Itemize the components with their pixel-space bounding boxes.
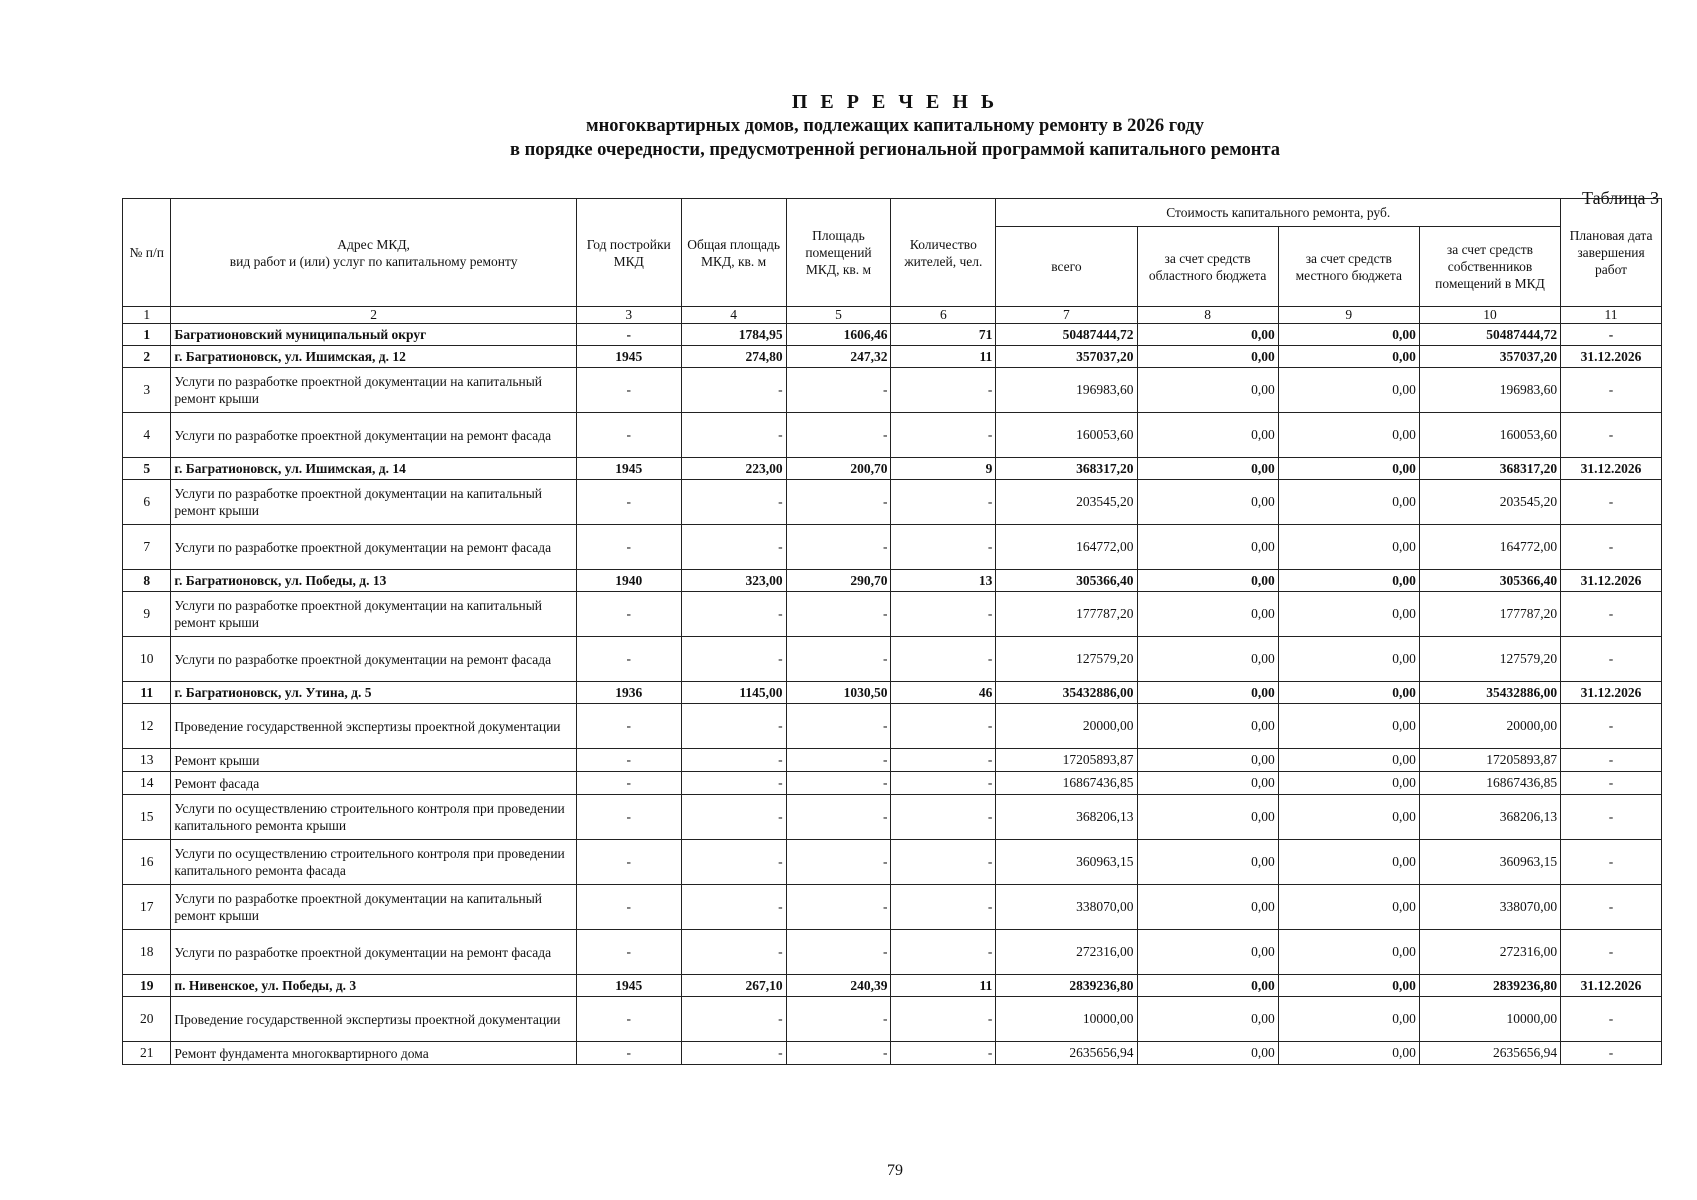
row-premises-area: - — [786, 368, 891, 413]
row-premises-area: - — [786, 795, 891, 840]
row-premises-area: - — [786, 997, 891, 1042]
row-address-or-work: Услуги по разработке проектной документации на капитальный ремонт крыши — [171, 368, 576, 413]
row-number: 20 — [123, 997, 171, 1042]
row-cost-regional: 0,00 — [1137, 458, 1278, 480]
row-cost-total: 10000,00 — [996, 997, 1137, 1042]
row-number: 7 — [123, 525, 171, 570]
row-year: - — [576, 592, 681, 637]
row-deadline: - — [1561, 930, 1662, 975]
row-premises-area: - — [786, 637, 891, 682]
row-address-or-work: Проведение государственной экспертизы проектной документации — [171, 997, 576, 1042]
header-premises-area: Площадь помещений МКД, кв. м — [786, 199, 891, 307]
row-premises-area: - — [786, 480, 891, 525]
row-address-or-work: Услуги по разработке проектной документации на ремонт фасада — [171, 930, 576, 975]
row-deadline: - — [1561, 413, 1662, 458]
row-total-area: - — [681, 637, 786, 682]
row-premises-area: - — [786, 772, 891, 795]
row-cost-owners: 17205893,87 — [1419, 749, 1560, 772]
row-cost-owners: 164772,00 — [1419, 525, 1560, 570]
row-cost-total: 2839236,80 — [996, 975, 1137, 997]
row-total-area: - — [681, 749, 786, 772]
table-row — [123, 458, 1662, 480]
row-cost-total: 357037,20 — [996, 346, 1137, 368]
row-cost-owners: 2635656,94 — [1419, 1042, 1560, 1065]
row-cost-owners: 35432886,00 — [1419, 682, 1560, 704]
table-row — [123, 324, 1662, 346]
row-residents: - — [891, 930, 996, 975]
row-deadline: - — [1561, 637, 1662, 682]
row-year: - — [576, 997, 681, 1042]
row-premises-area: - — [786, 749, 891, 772]
header-cost-regional: за счет средств областного бюджета — [1137, 227, 1278, 307]
row-residents: - — [891, 480, 996, 525]
row-number: 6 — [123, 480, 171, 525]
row-total-area: - — [681, 704, 786, 749]
row-cost-regional: 0,00 — [1137, 592, 1278, 637]
row-cost-regional: 0,00 — [1137, 368, 1278, 413]
row-year: - — [576, 772, 681, 795]
row-residents: - — [891, 997, 996, 1042]
table-row — [123, 413, 1662, 458]
row-residents: 11 — [891, 346, 996, 368]
row-cost-local: 0,00 — [1278, 840, 1419, 885]
header-total-area: Общая площадь МКД, кв. м — [681, 199, 786, 307]
row-cost-owners: 368317,20 — [1419, 458, 1560, 480]
header-address-text: Адрес МКД, вид работ и (или) услуг по капитальному ремонту — [229, 236, 518, 269]
row-address-or-work: г. Багратионовск, ул. Ишимская, д. 12 — [171, 346, 576, 368]
row-year: - — [576, 324, 681, 346]
row-residents: - — [891, 704, 996, 749]
header-cost-owners: за счет средств собственников помещений в МКД — [1419, 227, 1560, 307]
table-row — [123, 368, 1662, 413]
row-cost-total: 368206,13 — [996, 795, 1137, 840]
row-address-or-work: Услуги по разработке проектной документации на капитальный ремонт крыши — [171, 480, 576, 525]
row-premises-area: - — [786, 885, 891, 930]
row-address-or-work: Проведение государственной экспертизы проектной документации — [171, 704, 576, 749]
row-address-or-work: Багратионовский муниципальный округ — [171, 324, 576, 346]
row-cost-regional: 0,00 — [1137, 1042, 1278, 1065]
row-address-or-work: Ремонт фундамента многоквартирного дома — [171, 1042, 576, 1065]
row-cost-owners: 357037,20 — [1419, 346, 1560, 368]
column-number: 10 — [1419, 307, 1560, 324]
row-deadline: - — [1561, 592, 1662, 637]
document-title: П Е Р Е Ч Е Н Ь — [791, 91, 999, 113]
row-cost-total: 203545,20 — [996, 480, 1137, 525]
row-year: - — [576, 637, 681, 682]
row-address-or-work: Услуги по разработке проектной документации на капитальный ремонт крыши — [171, 885, 576, 930]
row-residents: - — [891, 368, 996, 413]
row-premises-area: 240,39 — [786, 975, 891, 997]
row-residents: - — [891, 772, 996, 795]
row-number: 4 — [123, 413, 171, 458]
row-cost-owners: 272316,00 — [1419, 930, 1560, 975]
row-cost-total: 177787,20 — [996, 592, 1137, 637]
row-total-area: - — [681, 997, 786, 1042]
row-total-area: - — [681, 795, 786, 840]
row-cost-total: 20000,00 — [996, 704, 1137, 749]
header-cost-total: всего — [996, 227, 1137, 307]
row-residents: 46 — [891, 682, 996, 704]
row-deadline: - — [1561, 525, 1662, 570]
row-cost-regional: 0,00 — [1137, 975, 1278, 997]
header-deadline: Плановая дата завершения работ — [1561, 199, 1662, 307]
row-total-area: - — [681, 1042, 786, 1065]
row-year: - — [576, 525, 681, 570]
row-residents: 9 — [891, 458, 996, 480]
row-premises-area: - — [786, 592, 891, 637]
table-row — [123, 525, 1662, 570]
row-cost-regional: 0,00 — [1137, 772, 1278, 795]
row-cost-regional: 0,00 — [1137, 324, 1278, 346]
row-number: 5 — [123, 458, 171, 480]
header-address — [171, 199, 576, 307]
row-deadline: - — [1561, 795, 1662, 840]
row-residents: - — [891, 413, 996, 458]
row-cost-total: 35432886,00 — [996, 682, 1137, 704]
row-deadline: - — [1561, 704, 1662, 749]
row-cost-regional: 0,00 — [1137, 930, 1278, 975]
row-cost-regional: 0,00 — [1137, 997, 1278, 1042]
row-deadline: - — [1561, 997, 1662, 1042]
row-total-area: 323,00 — [681, 570, 786, 592]
row-cost-local: 0,00 — [1278, 480, 1419, 525]
column-number: 5 — [786, 307, 891, 324]
row-address-or-work: Услуги по осуществлению строительного контроля при проведении капитального ремонта крыши — [171, 795, 576, 840]
row-cost-local: 0,00 — [1278, 930, 1419, 975]
row-total-area: - — [681, 772, 786, 795]
row-cost-total: 160053,60 — [996, 413, 1137, 458]
row-number: 17 — [123, 885, 171, 930]
row-cost-owners: 20000,00 — [1419, 704, 1560, 749]
row-cost-local: 0,00 — [1278, 368, 1419, 413]
row-deadline: 31.12.2026 — [1561, 975, 1662, 997]
table-row — [123, 749, 1662, 772]
row-cost-local: 0,00 — [1278, 458, 1419, 480]
row-premises-area: - — [786, 840, 891, 885]
row-premises-area: 1030,50 — [786, 682, 891, 704]
row-cost-total: 2635656,94 — [996, 1042, 1137, 1065]
column-number: 7 — [996, 307, 1137, 324]
table-row — [123, 570, 1662, 592]
row-number: 10 — [123, 637, 171, 682]
row-cost-regional: 0,00 — [1137, 525, 1278, 570]
row-residents: - — [891, 749, 996, 772]
row-deadline: - — [1561, 749, 1662, 772]
row-number: 2 — [123, 346, 171, 368]
table-body — [123, 324, 1662, 1065]
row-total-area: 223,00 — [681, 458, 786, 480]
row-cost-local: 0,00 — [1278, 413, 1419, 458]
repair-list-table — [122, 198, 1662, 1065]
row-cost-local: 0,00 — [1278, 772, 1419, 795]
header-num: № п/п — [123, 199, 171, 307]
row-cost-local: 0,00 — [1278, 704, 1419, 749]
row-cost-total: 127579,20 — [996, 637, 1137, 682]
row-deadline: - — [1561, 840, 1662, 885]
row-premises-area: - — [786, 413, 891, 458]
table-row — [123, 997, 1662, 1042]
row-cost-regional: 0,00 — [1137, 682, 1278, 704]
row-total-area: - — [681, 840, 786, 885]
row-address-or-work: Ремонт крыши — [171, 749, 576, 772]
row-year: - — [576, 704, 681, 749]
column-number-row — [123, 307, 1662, 324]
row-address-or-work: Услуги по осуществлению строительного контроля при проведении капитального ремонта фасада — [171, 840, 576, 885]
document-title-block — [0, 90, 1697, 162]
row-year: - — [576, 930, 681, 975]
row-cost-total: 17205893,87 — [996, 749, 1137, 772]
row-total-area: 1145,00 — [681, 682, 786, 704]
row-residents: 71 — [891, 324, 996, 346]
row-residents: 11 — [891, 975, 996, 997]
row-cost-local: 0,00 — [1278, 975, 1419, 997]
row-cost-total: 305366,40 — [996, 570, 1137, 592]
row-cost-local: 0,00 — [1278, 749, 1419, 772]
row-year: - — [576, 885, 681, 930]
row-cost-local: 0,00 — [1278, 682, 1419, 704]
column-number: 9 — [1278, 307, 1419, 324]
row-cost-local: 0,00 — [1278, 997, 1419, 1042]
row-year: - — [576, 749, 681, 772]
row-number: 18 — [123, 930, 171, 975]
row-year: 1936 — [576, 682, 681, 704]
row-year: - — [576, 413, 681, 458]
row-cost-total: 272316,00 — [996, 930, 1137, 975]
row-cost-owners: 203545,20 — [1419, 480, 1560, 525]
row-cost-total: 338070,00 — [996, 885, 1137, 930]
row-year: 1945 — [576, 346, 681, 368]
row-year: - — [576, 840, 681, 885]
row-number: 1 — [123, 324, 171, 346]
row-residents: - — [891, 592, 996, 637]
row-address-or-work: г. Багратионовск, ул. Ишимская, д. 14 — [171, 458, 576, 480]
row-residents: - — [891, 840, 996, 885]
header-residents: Количество жителей, чел. — [891, 199, 996, 307]
document-subtitle-2: в порядке очередности, предусмотренной региональной программой капитального ремонта — [509, 140, 1281, 160]
column-number: 3 — [576, 307, 681, 324]
row-address-or-work: г. Багратионовск, ул. Утина, д. 5 — [171, 682, 576, 704]
row-number: 15 — [123, 795, 171, 840]
row-residents: - — [891, 795, 996, 840]
row-cost-owners: 196983,60 — [1419, 368, 1560, 413]
row-number: 8 — [123, 570, 171, 592]
row-cost-local: 0,00 — [1278, 637, 1419, 682]
row-total-area: - — [681, 592, 786, 637]
row-cost-regional: 0,00 — [1137, 749, 1278, 772]
column-number: 11 — [1561, 307, 1662, 324]
table-row — [123, 346, 1662, 368]
row-cost-local: 0,00 — [1278, 795, 1419, 840]
row-cost-total: 164772,00 — [996, 525, 1137, 570]
row-deadline: - — [1561, 368, 1662, 413]
row-year: - — [576, 1042, 681, 1065]
row-number: 13 — [123, 749, 171, 772]
row-total-area: - — [681, 885, 786, 930]
row-cost-local: 0,00 — [1278, 525, 1419, 570]
row-total-area: - — [681, 413, 786, 458]
table-row — [123, 704, 1662, 749]
row-address-or-work: г. Багратионовск, ул. Победы, д. 13 — [171, 570, 576, 592]
row-cost-local: 0,00 — [1278, 1042, 1419, 1065]
row-cost-local: 0,00 — [1278, 346, 1419, 368]
table-row — [123, 885, 1662, 930]
row-deadline: - — [1561, 480, 1662, 525]
row-number: 12 — [123, 704, 171, 749]
row-number: 19 — [123, 975, 171, 997]
row-year: - — [576, 480, 681, 525]
row-total-area: - — [681, 368, 786, 413]
row-cost-owners: 160053,60 — [1419, 413, 1560, 458]
row-premises-area: - — [786, 704, 891, 749]
row-address-or-work: Услуги по разработке проектной документации на ремонт фасада — [171, 637, 576, 682]
table-row — [123, 975, 1662, 997]
header-cost-group: Стоимость капитального ремонта, руб. — [996, 199, 1561, 227]
row-address-or-work: Услуги по разработке проектной документации на ремонт фасада — [171, 413, 576, 458]
row-deadline: 31.12.2026 — [1561, 570, 1662, 592]
row-residents: 13 — [891, 570, 996, 592]
row-deadline: 31.12.2026 — [1561, 458, 1662, 480]
header-year: Год постройки МКД — [576, 199, 681, 307]
row-number: 11 — [123, 682, 171, 704]
row-cost-owners: 16867436,85 — [1419, 772, 1560, 795]
row-cost-owners: 2839236,80 — [1419, 975, 1560, 997]
row-cost-total: 16867436,85 — [996, 772, 1137, 795]
row-deadline: 31.12.2026 — [1561, 682, 1662, 704]
column-number: 2 — [171, 307, 576, 324]
column-number: 6 — [891, 307, 996, 324]
row-total-area: - — [681, 525, 786, 570]
row-number: 14 — [123, 772, 171, 795]
row-cost-owners: 127579,20 — [1419, 637, 1560, 682]
row-premises-area: - — [786, 1042, 891, 1065]
row-year: 1945 — [576, 975, 681, 997]
header-cost-local: за счет средств местного бюджета — [1278, 227, 1419, 307]
table-row — [123, 795, 1662, 840]
row-cost-regional: 0,00 — [1137, 480, 1278, 525]
row-year: - — [576, 795, 681, 840]
row-cost-regional: 0,00 — [1137, 346, 1278, 368]
table-row — [123, 480, 1662, 525]
column-number: 1 — [123, 307, 171, 324]
row-cost-regional: 0,00 — [1137, 795, 1278, 840]
row-cost-local: 0,00 — [1278, 570, 1419, 592]
row-cost-total: 196983,60 — [996, 368, 1137, 413]
row-cost-total: 50487444,72 — [996, 324, 1137, 346]
row-total-area: - — [681, 930, 786, 975]
row-cost-local: 0,00 — [1278, 885, 1419, 930]
table-row — [123, 772, 1662, 795]
row-year: - — [576, 368, 681, 413]
column-number: 4 — [681, 307, 786, 324]
row-cost-owners: 368206,13 — [1419, 795, 1560, 840]
row-deadline: - — [1561, 885, 1662, 930]
row-number: 21 — [123, 1042, 171, 1065]
row-deadline: - — [1561, 1042, 1662, 1065]
row-residents: - — [891, 1042, 996, 1065]
column-number: 8 — [1137, 307, 1278, 324]
row-cost-local: 0,00 — [1278, 324, 1419, 346]
row-deadline: - — [1561, 772, 1662, 795]
row-total-area: 1784,95 — [681, 324, 786, 346]
row-premises-area: - — [786, 930, 891, 975]
row-address-or-work: п. Нивенское, ул. Победы, д. 3 — [171, 975, 576, 997]
row-residents: - — [891, 885, 996, 930]
row-cost-regional: 0,00 — [1137, 885, 1278, 930]
row-total-area: 274,80 — [681, 346, 786, 368]
table-label: Таблица 3 — [1582, 188, 1659, 208]
row-number: 16 — [123, 840, 171, 885]
row-number: 3 — [123, 368, 171, 413]
page-number: 79 — [887, 1162, 903, 1179]
table-row — [123, 840, 1662, 885]
table-row — [123, 930, 1662, 975]
row-address-or-work: Услуги по разработке проектной документации на капитальный ремонт крыши — [171, 592, 576, 637]
row-deadline: 31.12.2026 — [1561, 346, 1662, 368]
row-total-area: 267,10 — [681, 975, 786, 997]
table-row — [123, 592, 1662, 637]
row-total-area: - — [681, 480, 786, 525]
row-cost-regional: 0,00 — [1137, 840, 1278, 885]
row-premises-area: 290,70 — [786, 570, 891, 592]
row-year: 1945 — [576, 458, 681, 480]
row-residents: - — [891, 525, 996, 570]
row-cost-owners: 10000,00 — [1419, 997, 1560, 1042]
row-cost-total: 360963,15 — [996, 840, 1137, 885]
row-cost-total: 368317,20 — [996, 458, 1137, 480]
row-cost-owners: 360963,15 — [1419, 840, 1560, 885]
document-subtitle-1: многоквартирных домов, подлежащих капитальному ремонту в 2026 году — [585, 116, 1205, 136]
row-cost-regional: 0,00 — [1137, 413, 1278, 458]
table-row — [123, 637, 1662, 682]
row-premises-area: 247,32 — [786, 346, 891, 368]
row-cost-owners: 338070,00 — [1419, 885, 1560, 930]
table-row — [123, 1042, 1662, 1065]
row-premises-area: - — [786, 525, 891, 570]
row-cost-local: 0,00 — [1278, 592, 1419, 637]
row-number: 9 — [123, 592, 171, 637]
row-premises-area: 1606,46 — [786, 324, 891, 346]
row-premises-area: 200,70 — [786, 458, 891, 480]
row-cost-regional: 0,00 — [1137, 637, 1278, 682]
row-address-or-work: Ремонт фасада — [171, 772, 576, 795]
row-deadline: - — [1561, 324, 1662, 346]
table-row — [123, 682, 1662, 704]
row-cost-regional: 0,00 — [1137, 704, 1278, 749]
row-cost-owners: 305366,40 — [1419, 570, 1560, 592]
row-residents: - — [891, 637, 996, 682]
row-cost-owners: 50487444,72 — [1419, 324, 1560, 346]
row-cost-owners: 177787,20 — [1419, 592, 1560, 637]
row-cost-regional: 0,00 — [1137, 570, 1278, 592]
row-address-or-work: Услуги по разработке проектной документации на ремонт фасада — [171, 525, 576, 570]
row-year: 1940 — [576, 570, 681, 592]
